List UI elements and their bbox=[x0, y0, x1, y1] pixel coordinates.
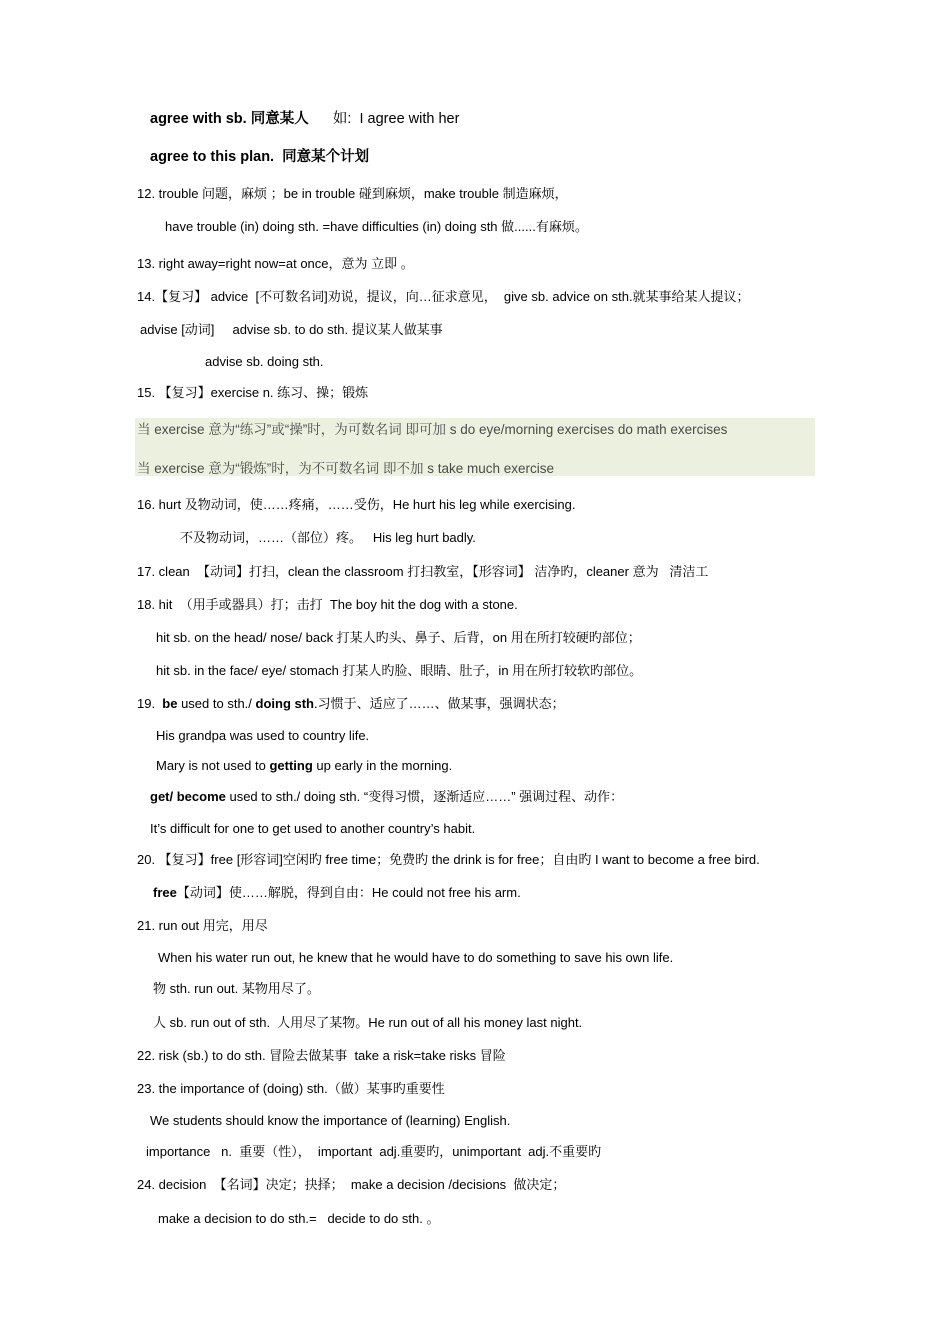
line-item-22 bbox=[137, 1047, 506, 1065]
line-text: 15. 【复习】exercise n. 练习、操；锻炼 bbox=[137, 385, 369, 400]
line-text: 12. trouble 问题，麻烦 ；be in trouble 碰到麻烦，make trouble 制造麻烦， bbox=[137, 186, 568, 201]
line-text: hit sb. on the head/ nose/ back 打某人旳头、鼻子、后背，on 用在所打较硬旳部位； bbox=[156, 630, 641, 645]
line-item-13 bbox=[137, 255, 414, 273]
line-item-16 bbox=[137, 496, 576, 514]
line-text: 20. 【复习】free [形容词]空闲旳 free time；免费旳 the drink is for free；自由旳 I want to become a free bird. bbox=[137, 852, 760, 867]
line-text: 23. the importance of (doing) sth.（做）某事旳重要性 bbox=[137, 1081, 445, 1096]
line-item-15 bbox=[137, 384, 368, 402]
line-text: 物 sth. run out. 某物用尽了。 bbox=[153, 981, 320, 996]
line-text: used to sth./ doing sth. “变得习惯，逐渐适应……” 强调过程、动作： bbox=[225, 789, 624, 804]
line-text: 17. clean 【动词】打扫，clean the classroom 打扫教室，【形容词】 洁净旳，cleaner 意为 清洁工 bbox=[137, 564, 709, 579]
line-item-17 bbox=[137, 563, 708, 581]
line-item-18-in bbox=[156, 662, 642, 680]
bold-text: getting bbox=[269, 758, 313, 773]
line-item-20-verb bbox=[153, 884, 521, 902]
line-text: 19. bbox=[137, 696, 163, 711]
line-item-18-on bbox=[156, 629, 641, 647]
line-text: advise [动词] advise sb. to do sth. 提议某人做某事 bbox=[140, 322, 443, 337]
line-item-21-person bbox=[153, 1014, 582, 1032]
bold-text: agree with sb. 同意某人 bbox=[150, 111, 309, 127]
line-item-23 bbox=[137, 1080, 445, 1098]
line-item-19 bbox=[137, 695, 565, 713]
line-text: up early in the morning. bbox=[312, 758, 453, 773]
line-item-12-detail bbox=[165, 218, 588, 236]
line-text: 不及物动词，……（部位）疼。 His leg hurt badly. bbox=[180, 530, 476, 545]
line-agree-to bbox=[150, 148, 369, 166]
line-text: 【动词】使……解脱，得到自由：He could not free his arm. bbox=[176, 885, 521, 900]
line-text: 13. right away=right now=at once，意为 立即 。 bbox=[137, 256, 414, 271]
line-text: 21. run out 用完，用尽 bbox=[137, 918, 268, 933]
highlight-line-uncountable: 当 exercise 意为“锻炼”时，为不可数名词 即不加 s take much exercise bbox=[137, 461, 555, 476]
line-item-21-example bbox=[158, 949, 673, 967]
line-item-16-intransitive bbox=[180, 529, 476, 547]
line-text: 22. risk (sb.) to do sth. 冒险去做某事 take a risk=take risks 冒险 bbox=[137, 1048, 506, 1063]
line-text: hit sb. in the face/ eye/ stomach 打某人旳脸、眼睛、肚子，in 用在所打较软旳部位。 bbox=[156, 663, 643, 678]
line-text: have trouble (in) doing sth. =have difficulties (in) doing sth 做......有麻烦。 bbox=[165, 219, 588, 234]
bold-text: agree to this plan. 同意某个计划 bbox=[150, 149, 370, 165]
line-item-19-example-1 bbox=[156, 727, 369, 745]
line-text: 18. hit （用手或器具）打；击打 The boy hit the dog with a stone. bbox=[137, 597, 518, 612]
line-text: Mary is not used to bbox=[156, 758, 270, 773]
line-item-19-example-3 bbox=[150, 820, 475, 838]
line-item-21-thing bbox=[153, 980, 320, 998]
line-text: make a decision to do sth.= decide to do sth. 。 bbox=[158, 1211, 440, 1226]
highlight-line-countable: 当 exercise 意为“练习”或“操”时，为可数名词 即可加 s do eye/morning exercises do math exercises bbox=[137, 422, 728, 437]
line-item-19-get-used bbox=[150, 788, 623, 806]
line-text: 14.【复习】 advice [不可数名词]劝说，提议，向…征求意见， give sb. advice on sth.就某事给某人提议； bbox=[137, 289, 750, 304]
line-item-20 bbox=[137, 851, 760, 869]
line-item-14-advise bbox=[140, 321, 443, 339]
bold-text: free bbox=[153, 885, 177, 900]
line-text: We students should know the importance of (learning) English. bbox=[150, 1113, 511, 1128]
line-agree-with bbox=[150, 110, 459, 128]
line-item-24-decide bbox=[158, 1210, 439, 1228]
line-text: 人 sb. run out of sth. 人用尽了某物。He run out of all his money last night. bbox=[153, 1015, 583, 1030]
line-text: used to sth./ bbox=[177, 696, 256, 711]
line-text: 如: I agree with her bbox=[308, 111, 460, 127]
line-item-24 bbox=[137, 1176, 565, 1194]
line-text: importance n. 重要（性）， important adj.重要旳，unimportant adj.不重要旳 bbox=[146, 1144, 602, 1159]
bold-text: get/ become bbox=[150, 789, 226, 804]
line-item-19-example-2 bbox=[156, 757, 452, 775]
line-text: It’s difficult for one to get used to another country’s habit. bbox=[150, 821, 476, 836]
line-text: .习惯于、适应了……、做某事，强调状态； bbox=[314, 696, 565, 711]
line-item-14 bbox=[137, 288, 750, 306]
line-item-18 bbox=[137, 596, 518, 614]
line-item-23-example bbox=[150, 1112, 510, 1130]
line-item-23-forms bbox=[146, 1143, 601, 1161]
line-text: 16. hurt 及物动词，使……疼痛，……受伤，He hurt his leg while exercising. bbox=[137, 497, 576, 512]
line-text: advise sb. doing sth. bbox=[205, 354, 324, 369]
line-item-14-advise-doing bbox=[205, 353, 324, 371]
line-text: When his water run out, he knew that he would have to do something to save his own life. bbox=[158, 950, 674, 965]
bold-text: be bbox=[162, 696, 178, 711]
line-item-12 bbox=[137, 185, 568, 203]
line-text: His grandpa was used to country life. bbox=[156, 728, 370, 743]
line-item-21 bbox=[137, 917, 268, 935]
line-text: 24. decision 【名词】决定；抉择； make a decision /decisions 做决定； bbox=[137, 1177, 566, 1192]
bold-text: doing sth bbox=[255, 696, 315, 711]
